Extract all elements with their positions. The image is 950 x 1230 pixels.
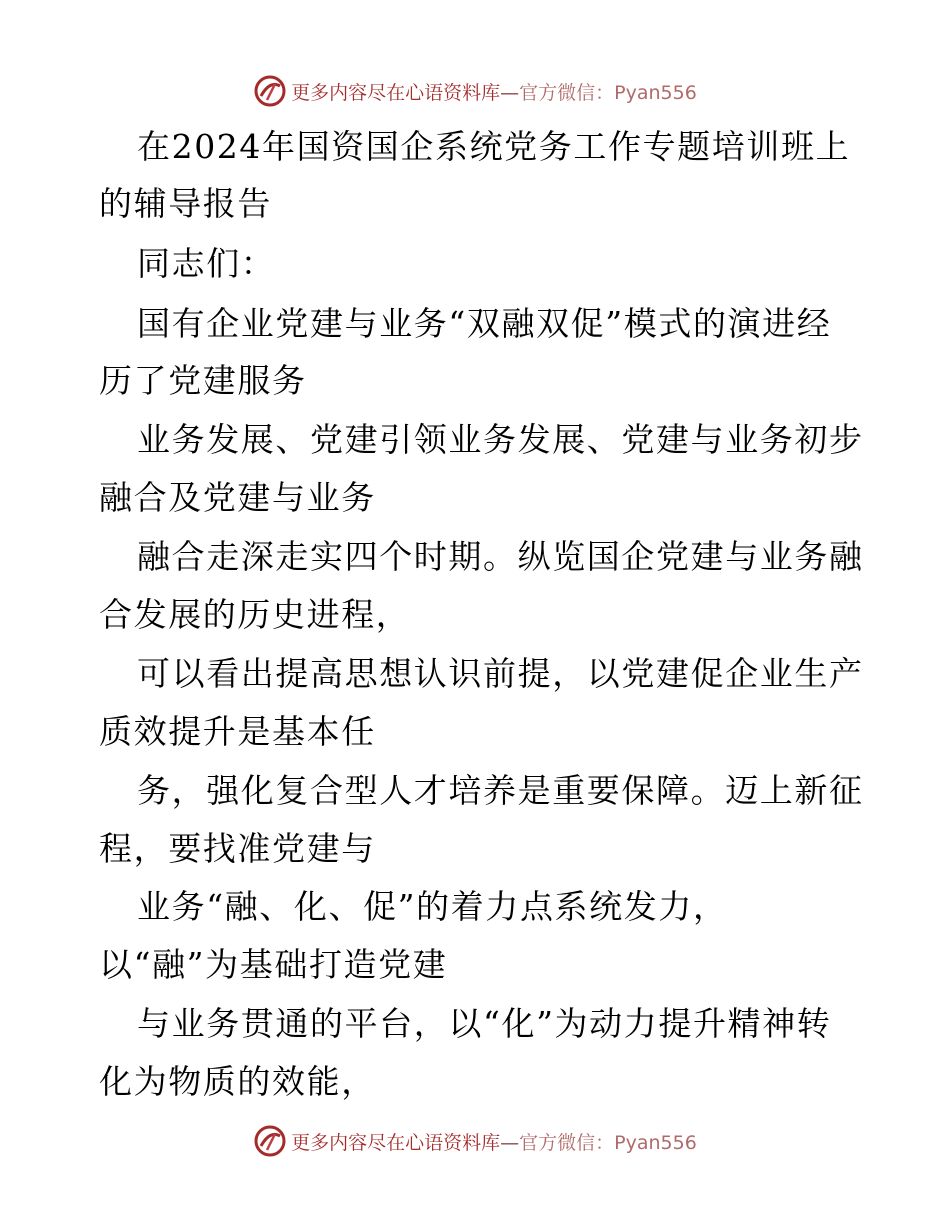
watermark-text: 更多内容尽在心语资料库—官方微信：Pyan556 <box>291 1131 697 1154</box>
logo-icon <box>253 1124 287 1158</box>
paragraph-line: 与业务贯通的平台，以“化”为动力提升精神转 <box>137 1004 832 1043</box>
footer-watermark <box>0 1121 950 1161</box>
paragraph-line: 合发展的历史进程， <box>99 595 411 634</box>
title-line-1: 在2024年国资国企系统党务工作专题培训班上 <box>137 127 851 166</box>
paragraph-line: 国有企业党建与业务“双融双促”模式的演进经 <box>137 304 832 343</box>
paragraph-line: 历了党建服务 <box>99 361 307 400</box>
paragraph-line: 业务发展、党建引领业务发展、党建与业务初步 <box>137 420 864 459</box>
paragraph-line: 质效提升是基本任 <box>99 712 376 751</box>
paragraph-line: 化为物质的效能， <box>99 1062 376 1101</box>
title-line-2: 的辅导报告 <box>99 184 272 223</box>
watermark-text: 更多内容尽在心语资料库—官方微信：Pyan556 <box>291 81 697 104</box>
paragraph-line: 业务“融、化、促”的着力点系统发力， <box>137 887 728 926</box>
salutation: 同志们： <box>137 244 276 283</box>
paragraph-line: 融合及党建与业务 <box>99 478 376 517</box>
paragraph-line: 务，强化复合型人才培养是重要保障。迈上新征 <box>137 771 864 810</box>
paragraph-line: 程，要找准党建与 <box>99 829 376 868</box>
paragraph-line: 以“融”为基础打造党建 <box>99 945 448 984</box>
paragraph-line: 可以看出提高思想认识前提，以党建促企业生产 <box>137 654 864 693</box>
paragraph-line: 融合走深走实四个时期。纵览国企党建与业务融 <box>137 537 864 576</box>
